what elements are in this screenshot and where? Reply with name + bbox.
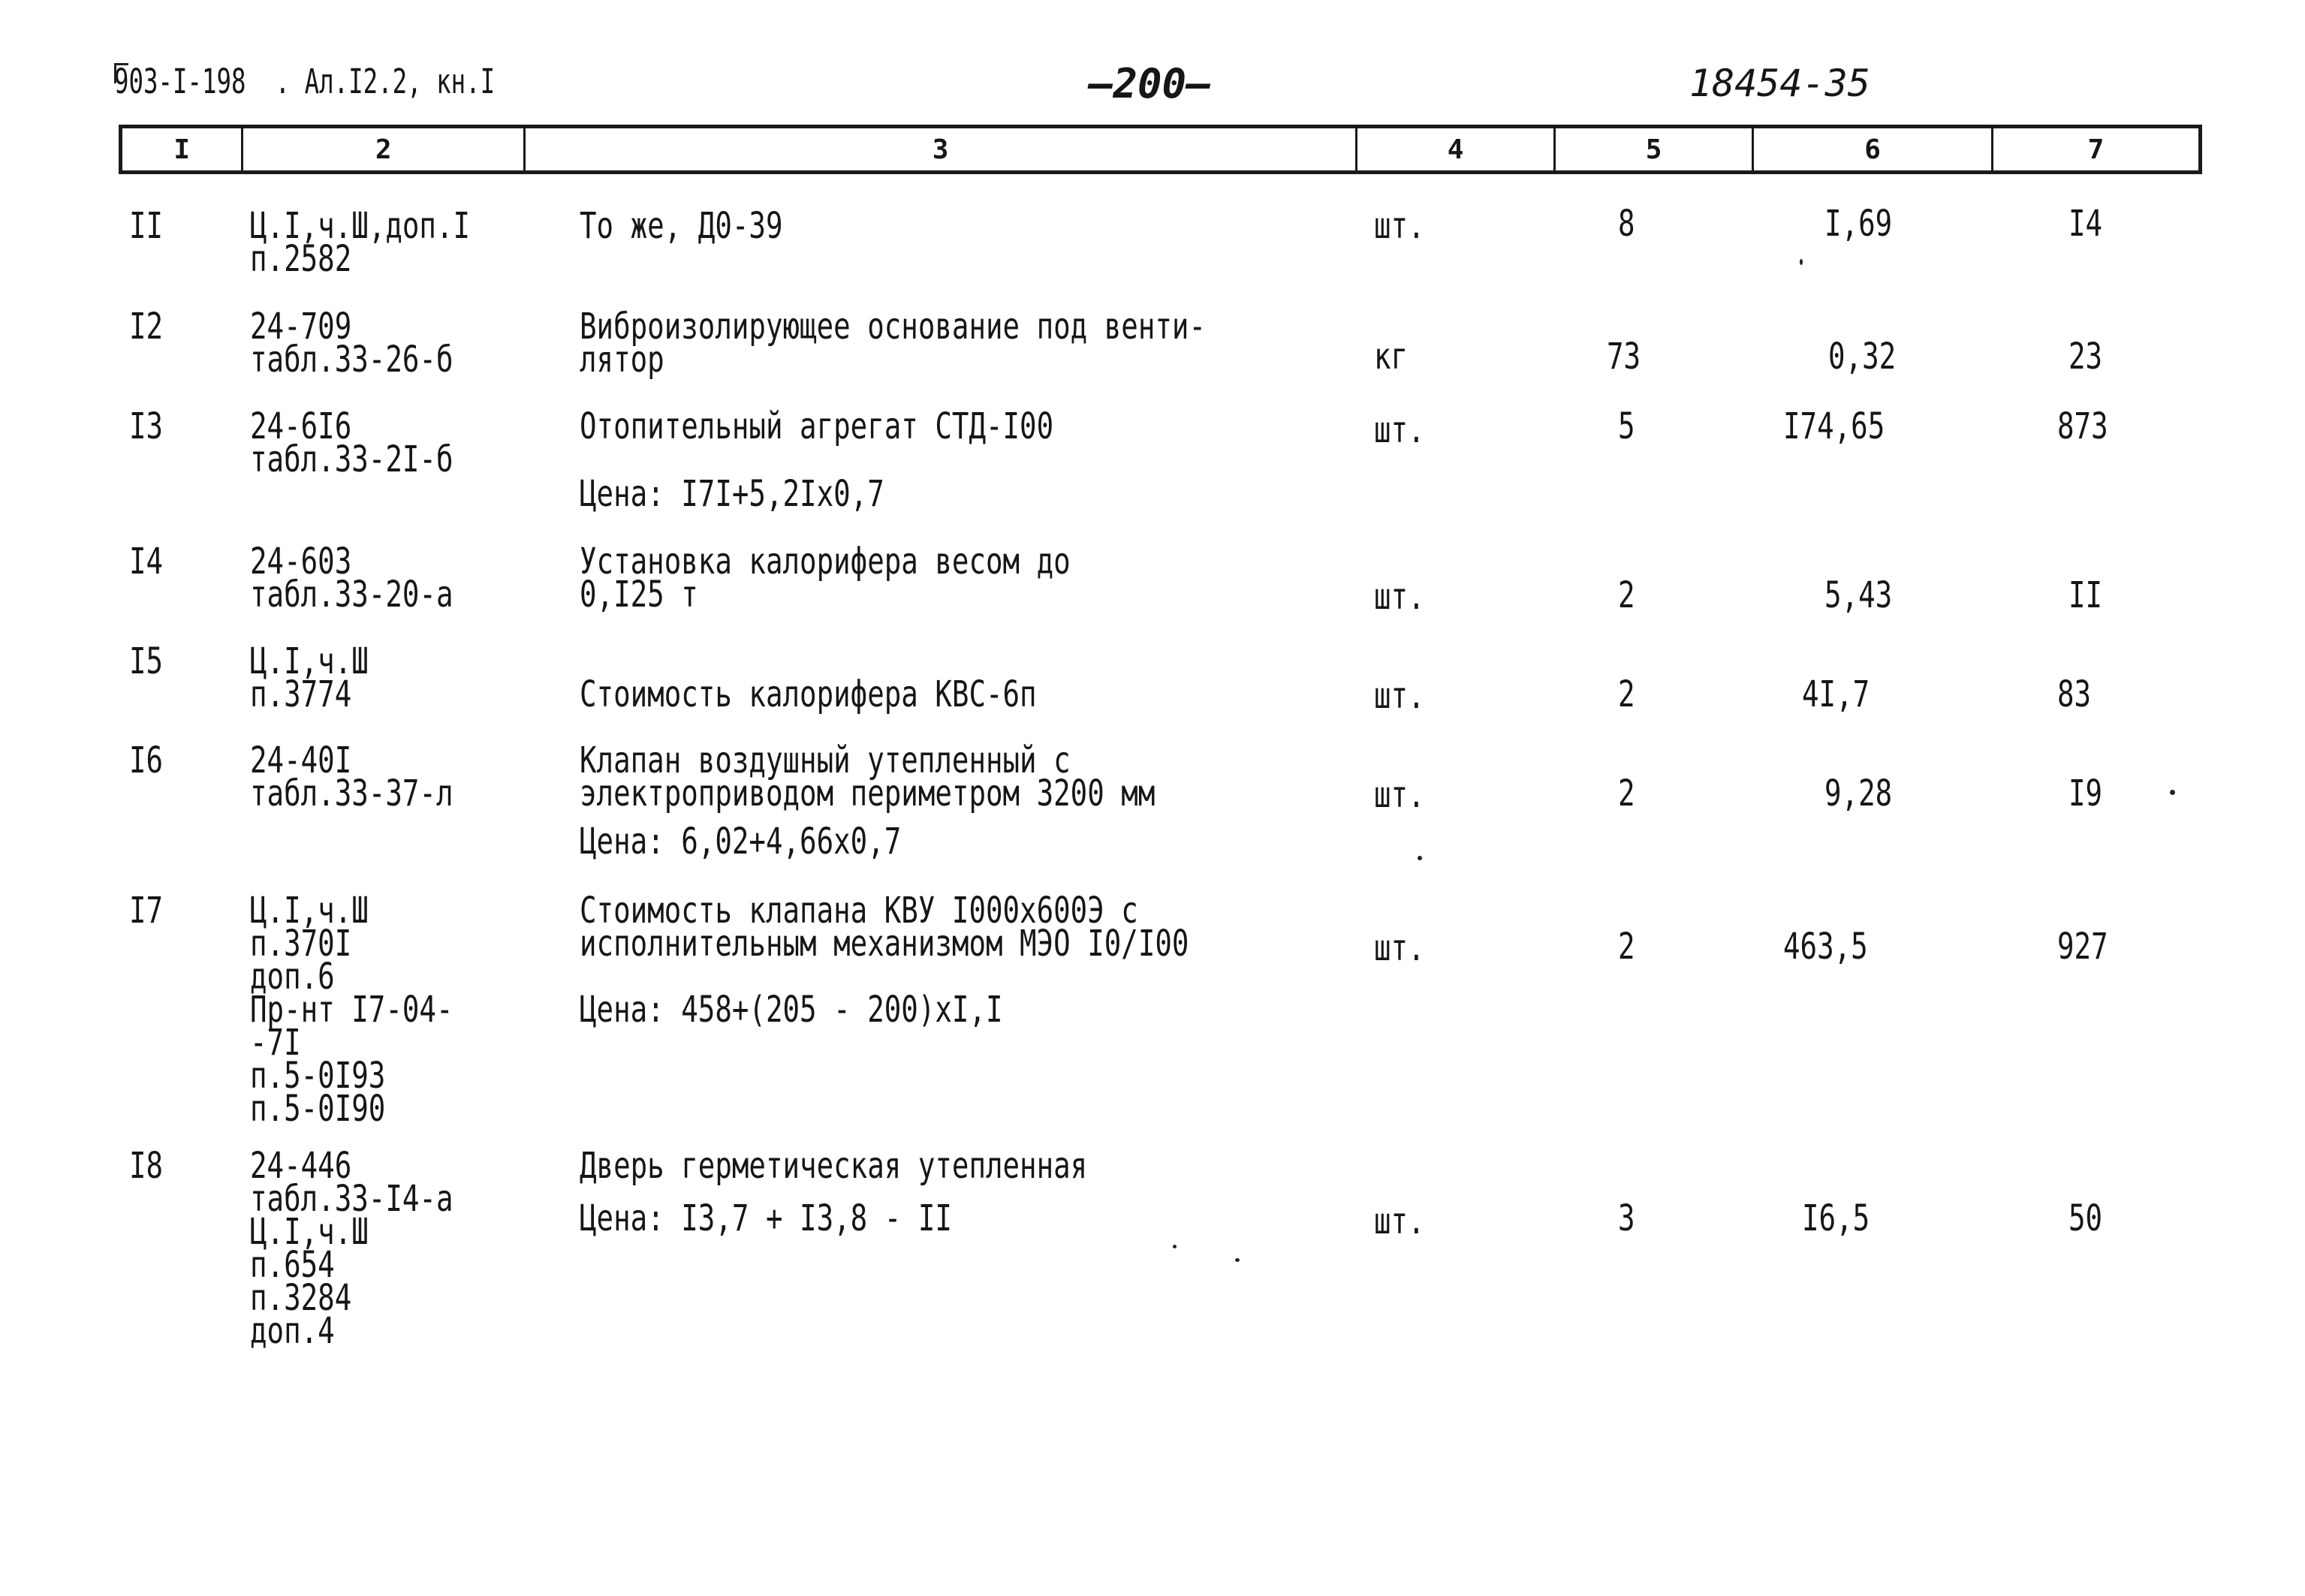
column-header-1: I xyxy=(122,128,243,170)
ref-line: 24-709 xyxy=(250,306,352,348)
ref-line: -7I xyxy=(250,1022,301,1064)
unit: шт. xyxy=(1374,1200,1425,1242)
ref-line: п.3284 xyxy=(250,1277,352,1319)
total: I4 xyxy=(2068,203,2103,245)
description-line: Дверь герметическая утепленная xyxy=(580,1145,1088,1187)
scan-speck xyxy=(1235,1258,1240,1262)
scan-speck xyxy=(1418,856,1422,860)
row-number: I2 xyxy=(129,306,164,348)
quantity: 8 xyxy=(1618,203,1635,245)
unit-price: 4I,7 xyxy=(1802,673,1870,715)
row-number: I7 xyxy=(129,890,164,932)
scan-speck xyxy=(1800,259,1803,265)
page-number: —200— xyxy=(1089,60,1211,107)
quantity: 2 xyxy=(1618,772,1635,815)
row-number: I5 xyxy=(129,640,164,682)
ref-line: табл.33-I4-а xyxy=(250,1178,453,1220)
unit: шт. xyxy=(1374,774,1425,816)
unit: шт. xyxy=(1374,409,1425,451)
unit: шт. xyxy=(1374,927,1425,969)
description-line: Стоимость клапана КВУ I000х600Э с xyxy=(580,890,1138,932)
quantity: 2 xyxy=(1618,926,1635,968)
price-formula: Цена: 458+(205 - 200)хI,I xyxy=(580,989,1003,1031)
description-line: 0,I25 т xyxy=(580,574,698,616)
ref-line: Пр-нт I7-04- xyxy=(250,989,453,1031)
unit-price: 463,5 xyxy=(1783,926,1868,968)
unit-price: 0,32 xyxy=(1828,336,1897,378)
quantity: 5 xyxy=(1618,405,1635,447)
unit: кг xyxy=(1374,336,1409,378)
quantity: 73 xyxy=(1607,336,1641,378)
doc-section: . Ал.I2.2, кн.I xyxy=(275,62,496,101)
row-number: II xyxy=(129,205,164,247)
unit-price: I6,5 xyxy=(1802,1197,1870,1239)
ref-line: 24-603 xyxy=(250,541,352,583)
row-number: I3 xyxy=(129,405,164,447)
ref-line: Ц.I,ч.Ш xyxy=(250,890,369,932)
unit-price: 5,43 xyxy=(1824,574,1893,616)
column-header-2: 2 xyxy=(243,128,526,170)
ref-line: п.5-0I90 xyxy=(250,1088,386,1130)
unit-price: 9,28 xyxy=(1824,772,1893,815)
description-line: электроприводом периметром 3200 мм xyxy=(580,772,1156,815)
ref-line: табл.33-2I-б xyxy=(250,438,453,480)
unit: шт. xyxy=(1374,576,1425,618)
total: 23 xyxy=(2068,336,2103,378)
quantity: 2 xyxy=(1618,673,1635,715)
column-header-row xyxy=(119,125,2202,174)
column-header-7: 7 xyxy=(2087,134,2105,165)
doc-code: 903-I-198 xyxy=(114,62,246,101)
ref-line: Ц.I,ч.Ш xyxy=(250,1211,369,1253)
description-line: лятор xyxy=(580,339,664,381)
ref-line: доп.4 xyxy=(250,1310,335,1352)
description-line: исполнительным механизмом МЭО I0/I00 xyxy=(580,923,1189,965)
ref-line: 24-6I6 xyxy=(250,405,352,447)
price-formula: Цена: I3,7 + I3,8 - II xyxy=(580,1197,952,1239)
total: 927 xyxy=(2057,926,2108,968)
ref-line: табл.33-20-а xyxy=(250,574,453,616)
ref-line: табл.33-26-б xyxy=(250,339,453,381)
description-line: Клапан воздушный утепленный с xyxy=(580,739,1071,781)
unit-price: I74,65 xyxy=(1783,405,1885,447)
unit: шт. xyxy=(1374,205,1425,247)
column-header-4: 4 xyxy=(1357,128,1556,170)
ref-line: Ц.I,ч.Ш xyxy=(250,640,369,682)
total: 83 xyxy=(2057,673,2092,715)
ref-line: табл.33-37-л xyxy=(250,772,453,815)
column-header-6: 6 xyxy=(1754,128,1993,170)
ref-line: 24-446 xyxy=(250,1145,352,1187)
row-number: I8 xyxy=(129,1145,164,1187)
total: 50 xyxy=(2068,1197,2103,1239)
description-line: Стоимость калорифера КВС-6п xyxy=(580,673,1037,715)
column-header-3: 3 xyxy=(526,128,1357,170)
unit: шт. xyxy=(1374,675,1425,717)
ref-line: доп.6 xyxy=(250,956,335,998)
total: 873 xyxy=(2057,405,2108,447)
description-line: То же, Д0-39 xyxy=(580,205,783,247)
scan-speck xyxy=(2170,790,2175,795)
doc-code-line xyxy=(114,62,495,101)
total: I9 xyxy=(2068,772,2103,815)
archive-number: 18454-35 xyxy=(1689,62,1870,105)
column-header-5: 5 xyxy=(1556,128,1754,170)
ref-line: п.654 xyxy=(250,1244,335,1286)
unit-price: I,69 xyxy=(1824,203,1893,245)
scan-speck xyxy=(1173,1245,1177,1248)
quantity: 3 xyxy=(1618,1197,1635,1239)
price-formula: Цена: I7I+5,2Iх0,7 xyxy=(580,473,884,515)
description-line: Отопительный агрегат СТД-I00 xyxy=(580,405,1054,447)
total: II xyxy=(2068,574,2103,616)
description-line: Установка калорифера весом до xyxy=(580,541,1071,583)
ref-line: 24-40I xyxy=(250,739,352,781)
price-formula: Цена: 6,02+4,66х0,7 xyxy=(580,821,902,863)
ref-line: п.5-0I93 xyxy=(250,1055,386,1097)
ref-line: п.2582 xyxy=(250,238,352,280)
description-line: Виброизолирующее основание под венти- xyxy=(580,306,1207,348)
quantity: 2 xyxy=(1618,574,1635,616)
ref-line: Ц.I,ч.Ш,доп.I xyxy=(250,205,471,247)
row-number: I4 xyxy=(129,541,164,583)
row-number: I6 xyxy=(129,739,164,781)
ref-line: п.370I xyxy=(250,923,352,965)
ref-line: п.3774 xyxy=(250,673,352,715)
